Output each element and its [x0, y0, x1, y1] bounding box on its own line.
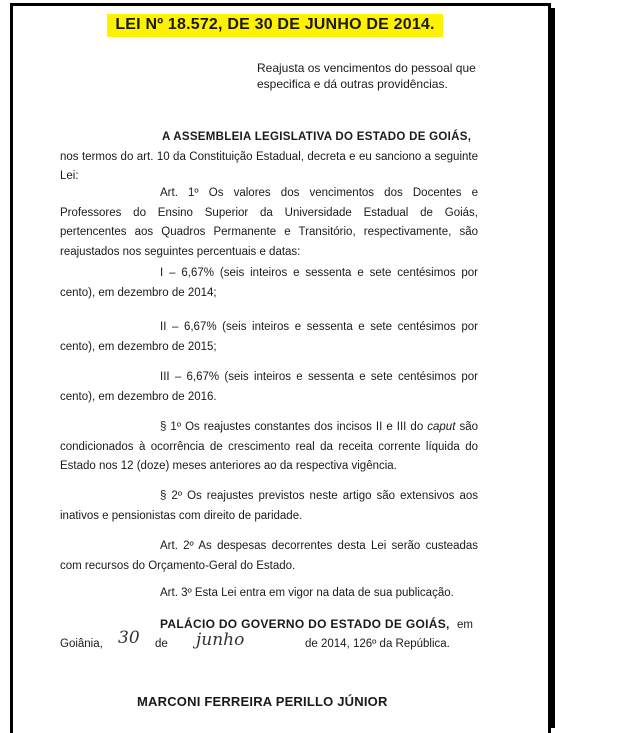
city: Goiânia,: [60, 638, 103, 650]
art1-label: Art. 1º: [160, 187, 199, 199]
art1-item-iii: III – 6,67% (seis inteiros e sessenta e sete centésimos por cento), em dezembro de 2016.: [60, 371, 478, 403]
handwritten-day: 30: [118, 628, 140, 648]
art1-paragraph-1: [60, 418, 478, 477]
art3-label: Art. 3º: [160, 587, 192, 599]
art1-caput: [60, 184, 478, 262]
law-title: LEI Nº 18.572, DE 30 DE JUNHO DE 2014.: [107, 14, 442, 37]
para1-before: Os reajustes constantes dos incisos II e III do: [185, 421, 424, 433]
signer-name: MARCONI FERREIRA PERILLO JÚNIOR: [137, 694, 388, 709]
preamble-text: nos termos do art. 10 da Constituição Estadual, decreta e eu sanciono a seguinte Lei:: [60, 150, 478, 182]
art1-item-ii: II – 6,67% (seis inteiros e sessenta e sete centésimos por cento), em dezembro de 2015;: [60, 321, 478, 353]
para1-label: § 1º: [160, 421, 182, 433]
art2: [60, 537, 478, 576]
art1-item-i: I – 6,67% (seis inteiros e sessenta e sete centésimos por cento), em dezembro de 2014;: [60, 267, 478, 299]
art3-text: Esta Lei entra em vigor na data de sua publicação.: [194, 587, 454, 599]
para2-label: § 2º: [160, 490, 183, 502]
art1-text: Os valores dos vencimentos dos Docentes e Professores do Ensino Superior da Universidade Estadual de Goiás, pertencentes aos Quadros Permanente e Transitório, respectivamente, são reajustados nos seguintes percentuais e datas:: [60, 187, 478, 258]
frame-shadow: [551, 8, 555, 728]
art2-label: Art. 2º: [160, 540, 194, 552]
assembly-name: A ASSEMBLEIA LEGISLATIVA DO ESTADO DE GOIÁS,: [162, 131, 472, 143]
de-label: de: [155, 638, 168, 650]
art3: [60, 584, 478, 604]
year-text: de 2014, 126º da República.: [305, 638, 450, 650]
para2-text: Os reajustes previstos neste artigo são extensivos aos inativos e pensionistas com direito de paridade.: [60, 490, 479, 522]
art2-text: As despesas decorrentes desta Lei serão custeadas com recursos do Orçamento-Geral do Estado.: [60, 540, 479, 572]
palace-line: PALÁCIO DO GOVERNO DO ESTADO DE GOIÁS,: [160, 617, 450, 631]
para1-caput: caput: [427, 421, 456, 433]
handwritten-month: junho: [196, 630, 245, 650]
preamble: [60, 128, 478, 187]
ementa: Reajusta os vencimentos do pessoal que especifica e dá outras providências.: [257, 61, 476, 91]
palace-em: em: [457, 619, 473, 631]
para1-after: são condicionados à ocorrência de crescimento real da receita corrente líquida do Estado nos 12 (doze) meses anteriores ao da respectiva vigência.: [60, 421, 478, 472]
art1-paragraph-2: [60, 487, 478, 526]
title-wrap: [0, 14, 640, 37]
